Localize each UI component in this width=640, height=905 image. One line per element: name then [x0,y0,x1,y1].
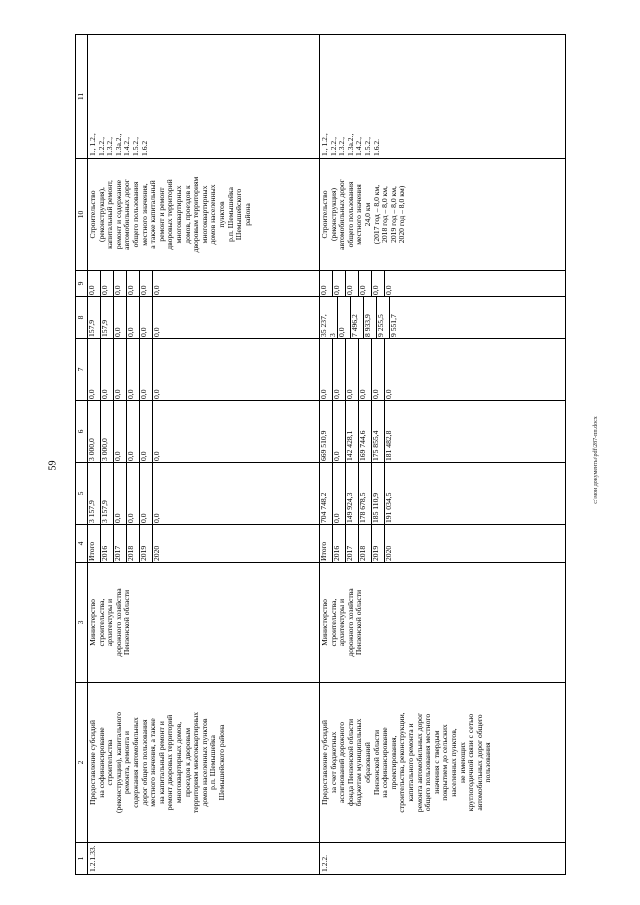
value-c8: 157,9 [101,297,114,338]
stack-years [88,525,165,562]
value-c5: 3 157,9 [101,463,114,524]
stack-row [101,401,114,462]
stack-row [101,339,114,400]
value-c5: 191 034,5 [384,492,393,523]
value-years: Итого [88,525,101,562]
header-cell: 4 [76,525,88,563]
value-c5: 0,0 [152,513,161,523]
stack-row [333,271,346,296]
value-c8: 35 237, 3 [320,297,338,338]
stack-row [88,297,101,338]
value-years: 2017 [346,525,359,562]
stack-row [333,525,346,562]
stack-row [140,271,153,296]
value-years: 2016 [333,525,346,562]
table-row [320,35,566,875]
stack-row [153,297,166,338]
stack-row [114,525,127,562]
cell-links: 1., 1.2., 1.2.2., 1.3.2., 1.3а.2., 1.4.2., 1.5.2., 1.6.2 [88,35,320,159]
stack-row [127,339,140,400]
stack-row [390,297,403,338]
value-years: 2018 [127,525,140,562]
stack-row [114,339,127,400]
value-c6: 175 855,4 [372,401,385,462]
stack-row [127,271,140,296]
cell-num: 1.2.1.33. [88,843,320,875]
stack-row [88,525,101,562]
stack-c5 [320,463,397,524]
stack-row [127,401,140,462]
stack-row [140,339,153,400]
stack-row [333,463,346,524]
value-c5: 149 924,3 [346,463,359,524]
cell-c5 [88,463,320,525]
cell-executor: Министерство строительства, архитектуры и дорожного хозяйства Пензенской области [88,563,320,683]
value-c9: 0,0 [114,271,127,296]
stack-c8 [88,297,165,338]
stack-row [320,297,338,338]
header-cell: 1 [76,843,88,875]
stack-row [333,339,346,400]
value-c8: 0,0 [114,297,127,338]
value-c6: 0,0 [152,451,161,461]
value-c6: 0,0 [114,401,127,462]
cell-result: Строительство (реконструкция) автомобильных дорог общего пользования местного значения 24,0 км (2017 год – 8,0 км, 2018 год – 8,0 км, 2019 год – 8,0 км, 2020 год – 8,0 км) [320,159,566,271]
value-c5: 0,0 [127,463,140,524]
stack-row [320,271,333,296]
value-years: 2019 [372,525,385,562]
value-c7: 0,0 [140,339,153,400]
value-c8: 7 496,2 [351,297,364,338]
cell-c6 [320,401,566,463]
stack-row [101,525,114,562]
stack-row [320,339,333,400]
stack-row [385,463,398,524]
stack-c6 [88,401,165,462]
value-c6: 669 510,9 [320,401,333,462]
footer-file-path: c:\мои документы\pdf\287-пп.docx [593,416,599,504]
cell-c7 [88,339,320,401]
stack-row [320,525,333,562]
value-c7: 0,0 [127,339,140,400]
cell-c9 [320,271,566,297]
cell-links: 1., 1.2., 1.2.2., 1.3.2., 1.3а.2., 1.4.2., 1.5.2., 1.6.2. [320,35,566,159]
value-c7: 0,0 [372,339,385,400]
header-cell: 6 [76,401,88,463]
value-c8: 9 255,5 [377,297,390,338]
value-c8: 157,9 [88,297,101,338]
stack-row [338,297,351,338]
stack-row [359,271,372,296]
stack-c9 [88,271,165,296]
stack-row [153,463,166,524]
header-cell: 9 [76,271,88,297]
header-cell: 7 [76,339,88,401]
stack-row [385,525,398,562]
table-body [88,35,566,875]
stack-row [153,271,166,296]
value-c8: 8 933,9 [364,297,377,338]
value-c7: 0,0 [101,339,114,400]
stack-row [88,271,101,296]
value-c7: 0,0 [384,389,393,399]
value-c9: 0,0 [152,285,161,295]
value-c9: 0,0 [346,271,359,296]
header-cell: 10 [76,159,88,271]
stack-row [101,271,114,296]
stack-row [320,463,333,524]
value-c7: 0,0 [346,339,359,400]
stack-years [320,525,397,562]
stack-row [114,271,127,296]
cell-name: Предоставление субсидий на софинансирование строительства (реконструкции), капитального ремонта, ремонта и содержания автомобильных дорог общего пользования местного значения, а также на капитальный ремонт и ремонт дворовых территорий многоквартирных домов, проездов к дворовым территориям многоквартирных домов населенных пунктов р.п. Шемышейка Шемышейского района [88,683,320,843]
stack-c7 [88,339,165,400]
value-c7: 0,0 [114,339,127,400]
value-c7: 0,0 [333,339,346,400]
value-c8: 0,0 [140,297,153,338]
cell-result: Строительство (реконструкция), капитальный ремонт, ремонт и содержание автомобильных дорог общего пользования местного значения, а также капитальный ремонт и ремонт дворовых территорий многоквартирных домов, проездов к дворовым территориям многоквартирных домов населенных пунктов р.п. Шемышейка Шемышейского района [88,159,320,271]
cell-c5 [320,463,566,525]
stack-row [385,271,398,296]
value-c8: 0,0 [338,297,351,338]
value-c5: 3 157,9 [88,463,101,524]
value-c5: 0,0 [333,463,346,524]
stack-row [333,401,346,462]
stack-row [140,401,153,462]
stack-row [346,463,359,524]
table-row [88,35,320,875]
stack-row [359,339,372,400]
stack-c7 [320,339,397,400]
value-c5: 0,0 [140,463,153,524]
stack-row [153,339,166,400]
value-c9: 0,0 [359,271,372,296]
value-c7: 0,0 [152,389,161,399]
value-c6: 3 000,0 [88,401,101,462]
header-cell: 8 [76,297,88,339]
stack-row [346,525,359,562]
value-c9: 0,0 [127,271,140,296]
stack-row [372,339,385,400]
stack-row [372,525,385,562]
stack-row [114,463,127,524]
value-c6: 0,0 [127,401,140,462]
stack-row [359,463,372,524]
stack-row [140,297,153,338]
header-cell: 11 [76,35,88,159]
stack-row [372,271,385,296]
value-c6: 181 482,8 [384,430,393,461]
stack-row [140,525,153,562]
value-c5: 0,0 [114,463,127,524]
stack-row [359,401,372,462]
cell-c7 [320,339,566,401]
header-row [76,35,88,875]
value-c7: 0,0 [320,339,333,400]
value-c6: 169 744,6 [359,401,372,462]
stack-row [88,401,101,462]
header-cell: 3 [76,563,88,683]
value-c8: 0,0 [127,297,140,338]
stack-row [385,339,398,400]
value-c7: 0,0 [359,339,372,400]
stack-c6 [320,401,397,462]
cell-c8 [320,297,566,339]
stack-row [127,463,140,524]
value-years: 2019 [140,525,153,562]
value-years: 2020 [384,545,393,561]
value-c9: 0,0 [140,271,153,296]
header-cell: 2 [76,683,88,843]
stack-row [101,297,114,338]
stack-row [114,401,127,462]
stack-row [101,463,114,524]
value-c7: 0,0 [88,339,101,400]
value-c5: 185 110,9 [372,463,385,524]
value-years: Итого [320,525,333,562]
cell-years [88,525,320,563]
header-cell: 5 [76,463,88,525]
stack-row [372,401,385,462]
value-c6: 0,0 [140,401,153,462]
cell-c8 [88,297,320,339]
value-c9: 0,0 [101,271,114,296]
value-years: 2018 [359,525,372,562]
value-years: 2017 [114,525,127,562]
program-table [75,34,566,875]
value-c9: 0,0 [384,285,393,295]
stack-c5 [88,463,165,524]
stack-row [153,401,166,462]
stack-row [88,339,101,400]
value-c9: 0,0 [372,271,385,296]
cell-years [320,525,566,563]
cell-c6 [88,401,320,463]
stack-row [320,401,333,462]
value-years: 2020 [152,545,161,561]
value-c8: 0,0 [152,327,161,337]
cell-name: Предоставление субсидий за счет бюджетных ассигнований дорожного фонда Пензенской области бюджетам муниципальных образований Пензенской области на софинансирование проектирования, строительства, реконструкции, капитального ремонта и ремонта автомобильных дорог общего пользования местного значения с твердым покрытием до сельских населенных пунктов, не имеющих круглогодичной связи с сетью автомобильных дорог общего пользования [320,683,566,843]
stack-row [351,297,364,338]
value-c9: 0,0 [320,271,333,296]
stack-row [372,463,385,524]
cell-c9 [88,271,320,297]
stack-row [346,339,359,400]
stack-row [346,401,359,462]
stack-row [153,525,166,562]
stack-row [377,297,390,338]
value-c6: 142 428,1 [346,401,359,462]
value-c5: 704 748,2 [320,463,333,524]
stack-row [359,525,372,562]
stack-row [88,463,101,524]
value-years: 2016 [101,525,114,562]
value-c6: 0,0 [333,401,346,462]
value-c9: 0,0 [88,271,101,296]
stack-row [346,271,359,296]
value-c8: 9 551,7 [389,314,399,337]
stack-c9 [320,271,397,296]
value-c9: 0,0 [333,271,346,296]
stack-row [364,297,377,338]
stack-row [140,463,153,524]
page-number: 59 [47,460,59,471]
stack-row [385,401,398,462]
stack-c8 [320,297,402,338]
cell-executor: Министерство строительства, архитектуры и дорожного хозяйства Пензенской области [320,563,566,683]
stack-row [127,525,140,562]
cell-num: 1.2.2. [320,843,566,875]
stack-row [127,297,140,338]
rotated-table-container [75,35,595,875]
value-c5: 178 678,5 [359,463,372,524]
value-c6: 3 000,0 [101,401,114,462]
stack-row [114,297,127,338]
